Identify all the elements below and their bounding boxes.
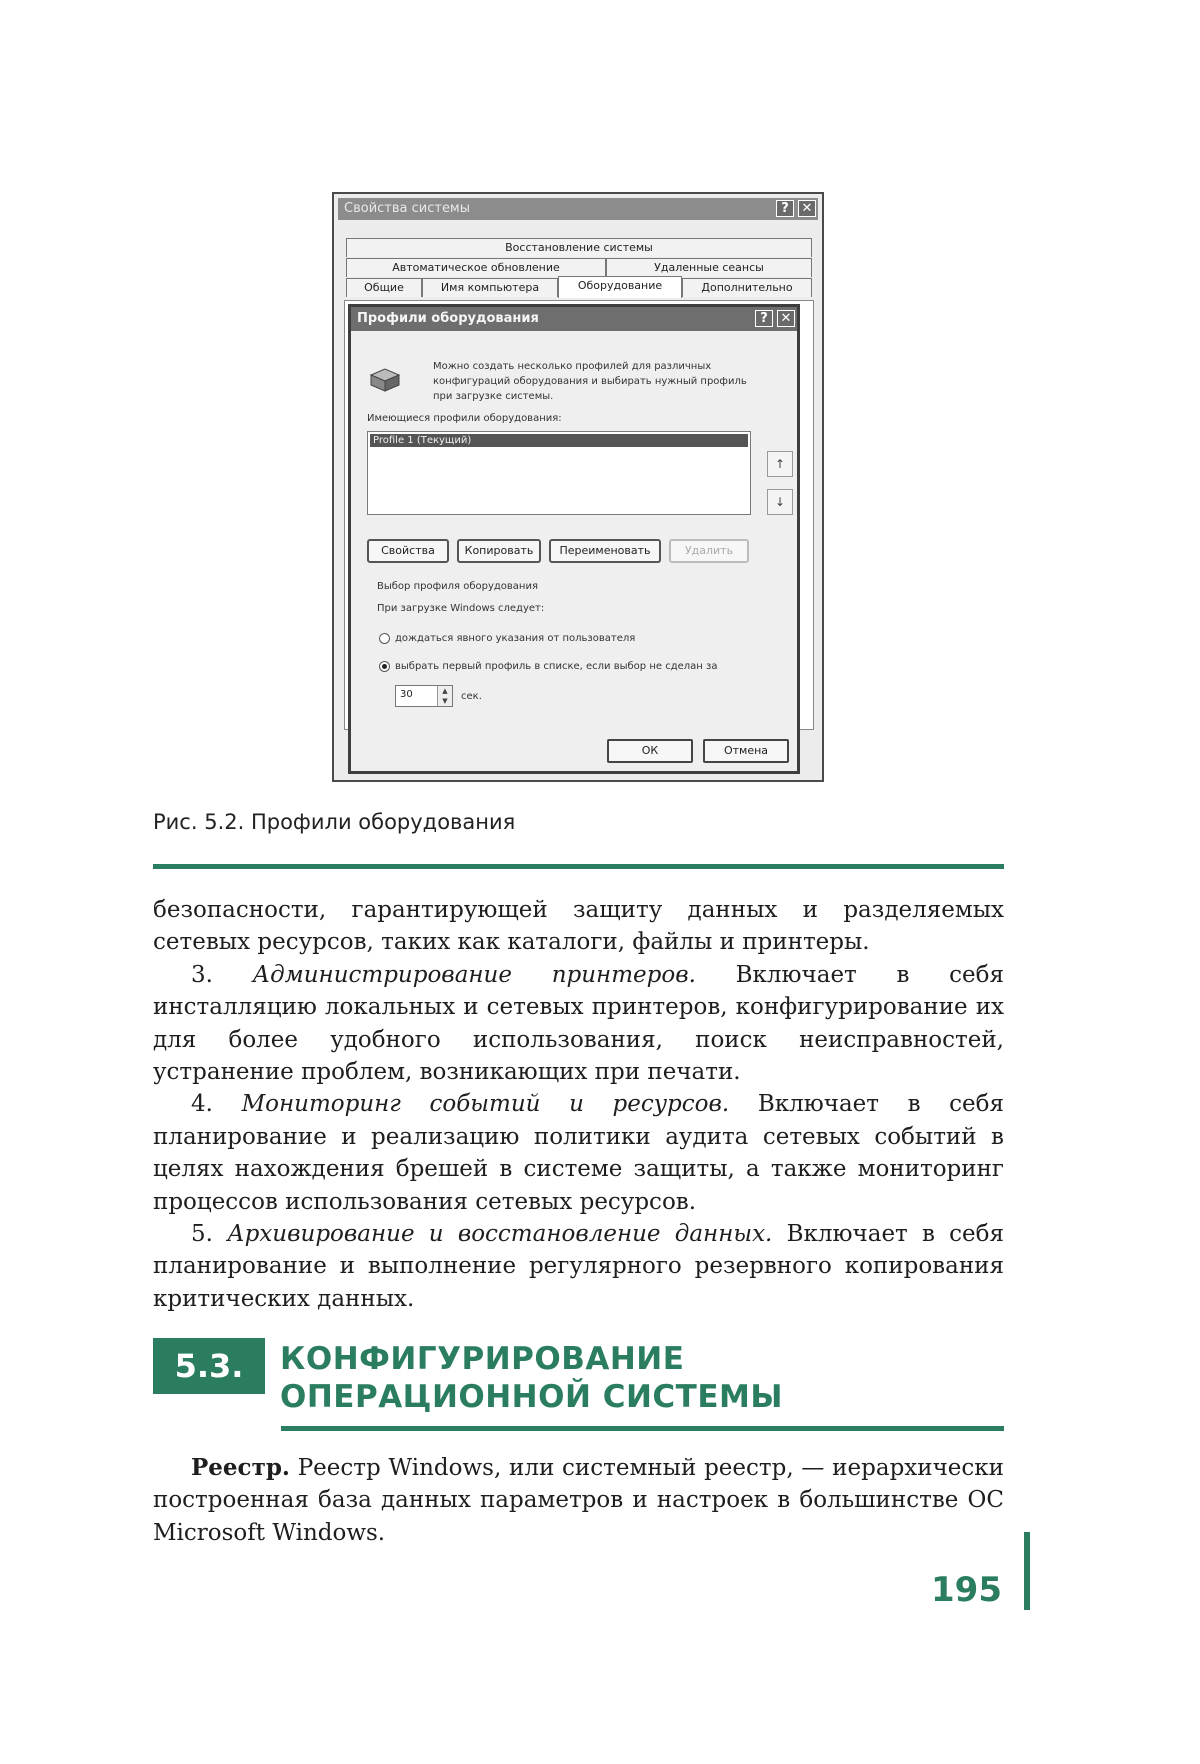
item-4-text: Включает в себя планирование и реализацию политики аудита сетевых событий в целях нахождения брешей в системе защиты, а также мониторинг процессов использования сетевых ресурсов. (153, 1091, 1005, 1215)
seconds-unit: сек. (461, 691, 482, 702)
move-up-button[interactable]: ↑ (767, 451, 793, 477)
seconds-spinner[interactable] (395, 685, 453, 707)
on-boot-label: При загрузке Windows следует: (377, 603, 545, 614)
intro-text: Можно создать несколько профилей для различных конфигураций оборудования и выбирать нужный профиль при загрузке системы. (433, 361, 747, 402)
tab-hardware[interactable]: Оборудование (558, 276, 682, 298)
cancel-button[interactable]: Отмена (703, 739, 789, 763)
radio-wait[interactable] (379, 633, 390, 644)
body-text-block (153, 894, 1004, 1315)
item-5-text: Включает в себя планирование и выполнение регулярного резервного копирования критических данных. (153, 1221, 1005, 1312)
inner-close-button[interactable]: ✕ (777, 310, 795, 327)
tab-general[interactable]: Общие (346, 278, 422, 297)
section-number-badge: 5.3. (153, 1338, 265, 1394)
paragraph-item-3 (153, 959, 1004, 1089)
inner-dialog-titlebar (351, 307, 797, 331)
figure-caption: Рис. 5.2. Профили оборудования (153, 810, 516, 834)
outer-help-button[interactable]: ? (776, 200, 794, 217)
tab-auto-update[interactable]: Автоматическое обновление (346, 258, 606, 277)
radio-first-profile[interactable] (379, 661, 390, 672)
tab-advanced[interactable]: Дополнительно (682, 278, 812, 297)
option-wait-label: дождаться явного указания от пользователя (395, 633, 636, 644)
page-number: 195 (931, 1570, 1002, 1610)
item-5-title: Архивирование и восстановление данных. (227, 1221, 773, 1248)
caption-divider (153, 864, 1004, 869)
option-first-label: выбрать первый профиль в списке, если выбор не сделан за (395, 661, 718, 672)
registry-paragraph-block (153, 1452, 1004, 1549)
spinner-arrows[interactable] (437, 686, 452, 706)
registry-term: Реестр. (191, 1454, 290, 1481)
section-title: КОНФИГУРИРОВАНИЕ ОПЕРАЦИОННОЙ СИСТЕМЫ (280, 1341, 783, 1415)
profile-list-item[interactable]: Profile 1 (Текущий) (370, 434, 748, 447)
item-3-title: Администрирование принтеров. (252, 961, 696, 988)
section-divider (281, 1426, 1004, 1431)
outer-close-button[interactable]: ✕ (798, 200, 816, 217)
registry-text: Реестр Windows, или системный реестр, — иерархически построенная база данных параметров и настроек в большинстве ОС Microsoft Windows. (153, 1455, 1004, 1546)
move-down-button[interactable]: ↓ (767, 489, 793, 515)
item-5-number: 5. (191, 1221, 213, 1248)
inner-dialog-title: Профили оборудования (357, 311, 539, 326)
properties-button[interactable]: Свойства (367, 539, 449, 563)
tab-remote-sessions[interactable]: Удаленные сеансы (606, 258, 812, 277)
outer-dialog-title: Свойства системы (344, 201, 471, 216)
spin-up-icon[interactable]: ▲ (442, 687, 448, 695)
ok-button[interactable]: ОК (607, 739, 693, 763)
profiles-listbox[interactable] (367, 431, 751, 515)
inner-help-button[interactable]: ? (755, 310, 773, 327)
hardware-icon (367, 363, 401, 393)
delete-button[interactable]: Удалить (669, 539, 749, 563)
paragraph-item-4 (153, 1088, 1004, 1218)
tab-computer-name[interactable]: Имя компьютера (422, 278, 558, 297)
item-4-number: 4. (191, 1091, 213, 1118)
item-3-text: Включает в себя инсталляцию локальных и сетевых принтеров, конфигурирование их для более удобного использования, поиск неисправностей, устранение проблем, возникающих при печати. (153, 961, 1005, 1086)
copy-button[interactable]: Копировать (457, 539, 541, 563)
registry-paragraph (153, 1452, 1004, 1549)
spin-down-icon[interactable]: ▼ (442, 697, 448, 705)
selection-group-label: Выбор профиля оборудования (377, 581, 538, 592)
page-number-bar (1024, 1532, 1030, 1610)
seconds-value: 30 (400, 689, 413, 700)
rename-button[interactable]: Переименовать (549, 539, 661, 563)
outer-dialog-titlebar (338, 198, 818, 220)
hardware-profiles-dialog (348, 304, 800, 774)
paragraph-continued: безопасности, гарантирующей защиту данных и разделяемых сетевых ресурсов, таких как каталоги, файлы и принтеры. (153, 897, 1004, 956)
profiles-list-label: Имеющиеся профили оборудования: (367, 413, 562, 424)
figure-screenshot (332, 192, 824, 782)
item-3-number: 3. (191, 961, 213, 988)
paragraph-item-5 (153, 1218, 1004, 1315)
item-4-title: Мониторинг событий и ресурсов. (241, 1091, 730, 1118)
tab-system-restore[interactable]: Восстановление системы (346, 238, 812, 257)
